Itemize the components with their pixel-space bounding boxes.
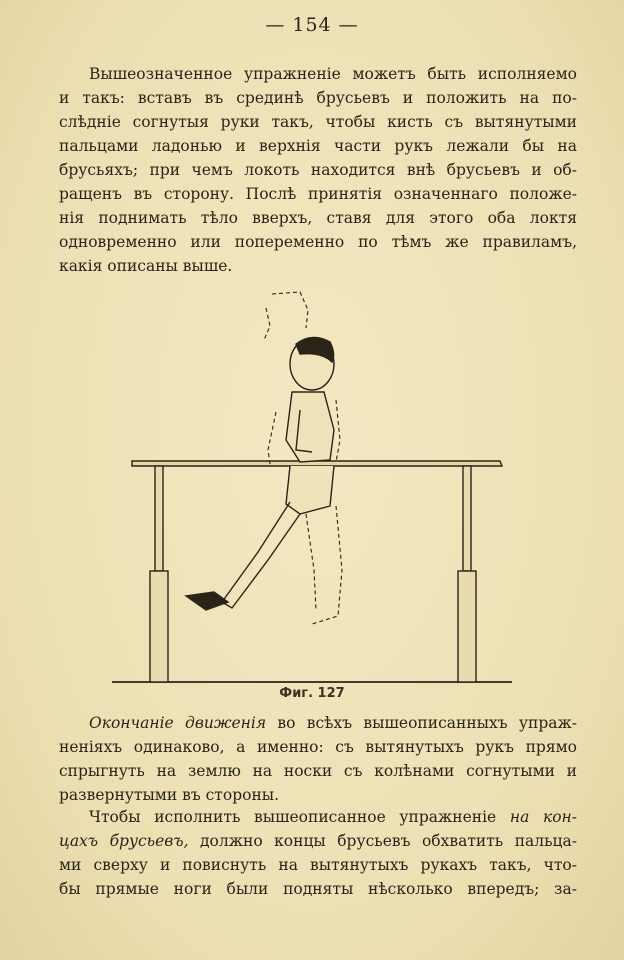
p3-line2-rest: должно концы брусьевъ обхватить пальца- — [200, 832, 577, 850]
p2-line: развернутыми въ стороны. — [59, 786, 280, 804]
p3-line: бы прямые ноги были подняты нѣсколько впередъ; за- — [59, 880, 577, 898]
p1-line: пальцами ладонью и верхнія части рукъ лежали бы на — [59, 137, 577, 155]
p3-line: ми сверху и повиснуть на вытянутыхъ рукахъ такъ, что- — [59, 856, 577, 874]
p2-line — [89, 711, 577, 735]
p3-line — [89, 805, 577, 829]
p1-line: слѣдніе согнутыя руки такъ, чтобы кисть съ вытянутыми — [59, 113, 577, 131]
paragraph-3 — [59, 805, 577, 901]
p1-line: брусьяхъ; при чемъ локоть находится внѣ брусьевъ и об- — [59, 161, 577, 179]
page-number: — 154 — — [265, 14, 359, 36]
p3-line1-italic: на кон- — [509, 808, 577, 826]
p2-line: неніяхъ одинаково, а именно: съ вытянутыхъ рукъ прямо — [59, 738, 577, 756]
paragraph-1 — [59, 62, 577, 278]
p1-line: ращенъ въ сторону. Послѣ принятія означеннаго положе- — [59, 185, 577, 203]
p3-line2-italic: цахъ брусьевъ, — [59, 832, 189, 850]
paragraph-2 — [59, 711, 577, 807]
p1-line: нія поднимать тѣло вверхъ, ставя для этого оба локтя — [59, 209, 577, 227]
figure-parallel-bars-illustration — [0, 280, 624, 690]
p3-line1-start: Чтобы исполнить вышеописанное упражненіе — [89, 808, 497, 826]
p1-line: какія описаны выше. — [59, 257, 233, 275]
p1-line: одновременно или попеременно по тѣмъ же правиламъ, — [59, 233, 577, 251]
figure-caption: Фиг. 127 — [279, 686, 345, 701]
p2-line: спрыгнуть на землю на носки съ колѣнами согнутыми и — [59, 762, 577, 780]
p1-line: Вышеозначенное упражненіе можетъ быть исполняемо — [89, 65, 577, 83]
p1-line: и такъ: вставъ въ срединѣ брусьевъ и положить на по- — [59, 89, 577, 107]
p3-line — [59, 829, 577, 853]
p2-italic-lead: Окончаніе движенія — [89, 714, 267, 732]
p2-line1-rest: во всѣхъ вышеописанныхъ упраж- — [277, 714, 577, 732]
